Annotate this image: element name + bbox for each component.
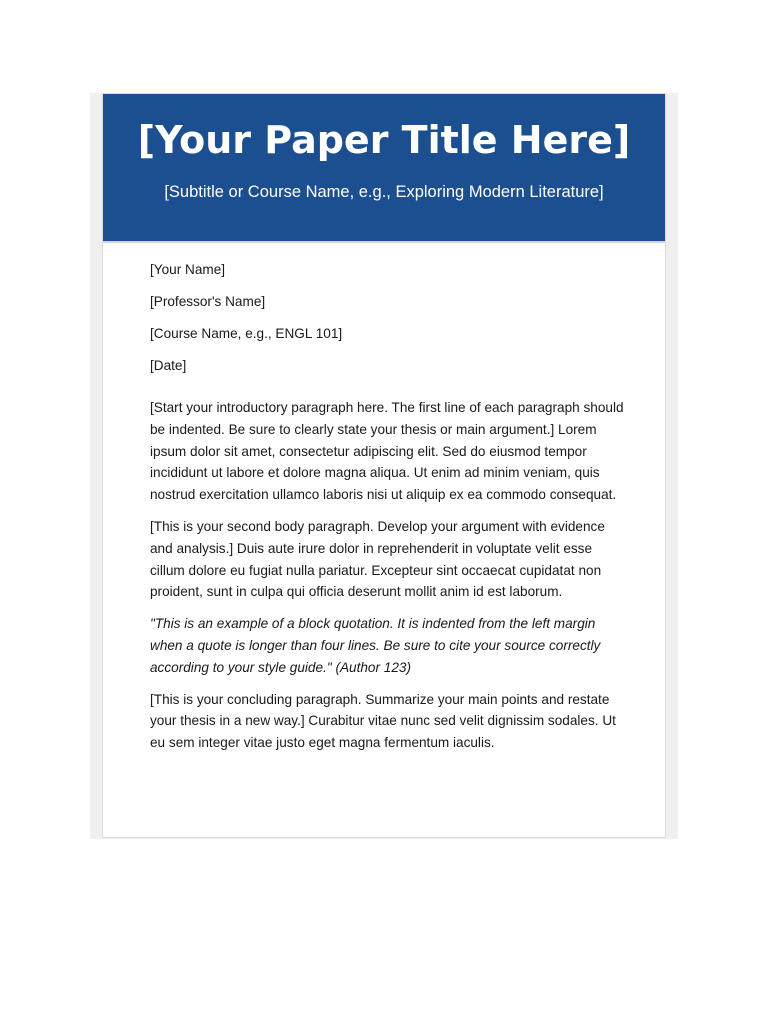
- course-name: [Course Name, e.g., ENGL 101]: [150, 326, 343, 341]
- quote-text: "This is an example of a block quotation. It is indented from the left margin when a quote is longer than four lines. Be sure to cite your source correctly according to your style guide.": [150, 616, 601, 675]
- intro-paragraph: [Start your introductory paragraph here. The first line of each paragraph should be indented. Be sure to clearly state your thesis or main argument.] Lorem ipsum dolor sit amet, consectetur adipiscing elit. Sed do eiusmod tempor incididunt ut labore et dolore magna aliqua. Ut enim ad minim veniam, quis nostrud exercitation ullamco laboris nisi ut aliquip ex ea commodo consequat.: [150, 400, 624, 503]
- document-body: [150, 260, 628, 764]
- paper-subtitle: [Subtitle or Course Name, e.g., Exploring Modern Literature]: [164, 183, 604, 201]
- author-info-block: [150, 260, 628, 388]
- professor-name: [Professor's Name]: [150, 294, 266, 309]
- paper-title: [Your Paper Title Here]: [137, 118, 631, 162]
- author-name: [Your Name]: [150, 262, 226, 277]
- document-page: [102, 93, 666, 838]
- conclusion-paragraph: [This is your concluding paragraph. Summarize your main points and restate your thesis in a new way.] Curabitur vitae nunc sed velit dignissim sodales. Ut eu sem integer vitae justo eget magna fermentum iaculis.: [150, 691, 616, 751]
- body-paragraph: [This is your second body paragraph. Develop your argument with evidence and analysis.] Duis aute irure dolor in reprehenderit in voluptate velit esse cillum dolore eu fugiat nulla pariatur. Excepteur sint occaecat cupidatat non proident, sunt in culpa qui officia deserunt mollit anim id est laborum.: [150, 518, 605, 600]
- title-banner: [103, 94, 665, 243]
- block-quotation: [150, 613, 628, 678]
- quote-citation: (Author 123): [335, 659, 411, 675]
- paper-date: [Date]: [150, 358, 187, 373]
- document-frame: [90, 93, 678, 839]
